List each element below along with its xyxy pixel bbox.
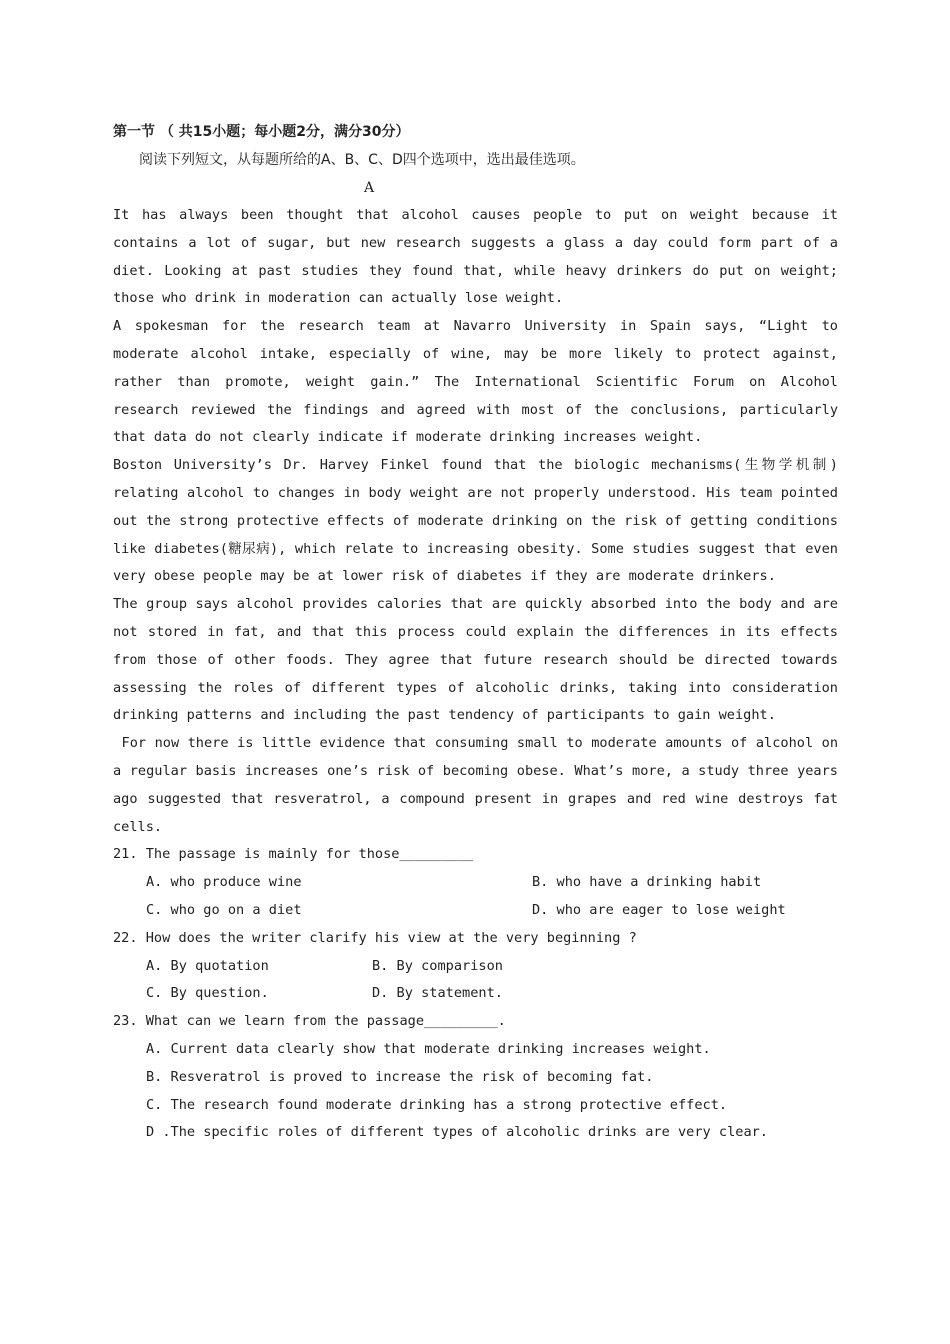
option-c: C. By question. [146, 985, 269, 1002]
option-b: B. Resveratrol is proved to increase the risk of becoming fat. [146, 1068, 654, 1085]
passage-paragraph-2: A spokesman for the research team at Navarro University in Spain says, “Light to moderate alcohol intake, especially of wine, may be more likely to protect against, rather than promote, weight gain.” The International Scientific Forum on Alcohol research reviewed the findings and agreed with most of the conclusions, particularly that data do not clearly indicate if moderate drinking increases weight. [113, 318, 838, 446]
question-21 [113, 841, 838, 924]
option-c: C. The research found moderate drinking has a strong protective effect. [146, 1096, 728, 1113]
passage-paragraph-4: The group says alcohol provides calories that are quickly absorbed into the body and are not stored in fat, and that this process could explain the differences in its effects from those of other foods. They agree that future research should be directed towards assessing the roles of different types of alcoholic drinks, taking into consideration drinking patterns and including the past tendency of participants to gain weight. [113, 596, 838, 724]
option-d: D. By statement. [372, 985, 503, 1002]
option-a: A. By quotation [146, 957, 269, 974]
passage-paragraph-5: For now there is little evidence that consuming small to moderate amounts of alcohol on a regular basis increases one’s risk of becoming obese. What’s more, a study three years ago suggested that resveratrol, a compound present in grapes and red wine destroys fat cells. [113, 735, 847, 835]
option-a: A. Current data clearly show that moderate drinking increases weight. [146, 1040, 711, 1057]
option-d: D .The specific roles of different types of alcoholic drinks are very clear. [146, 1124, 768, 1141]
option-row [113, 980, 838, 1008]
section-heading: 第一节 （ 共15小题；每小题2分，满分30分） [113, 124, 410, 140]
option-row [113, 869, 838, 897]
question-stem: 22. How does the writer clarify his view at the very beginning ? [113, 929, 637, 946]
option-b: B. By comparison [372, 957, 503, 974]
option-b: B. who have a drinking habit [532, 874, 762, 891]
option-a: A. who produce wine [146, 874, 302, 891]
option-c: C. who go on a diet [146, 901, 302, 918]
question-22 [113, 925, 838, 1008]
question-stem: 23. What can we learn from the passage_________. [113, 1013, 506, 1030]
question-stem: 21. The passage is mainly for those_________ [113, 846, 474, 863]
passage-paragraph-3: Boston University’s Dr. Harvey Finkel found that the biologic mechanisms(生物学机制) relating alcohol to changes in body weight are not properly understood. His team pointed out the strong protective effects of moderate drinking on the risk of getting conditions like diabetes(糖尿病), which relate to increasing obesity. Some studies suggest that even very obese people may be at lower risk of diabetes if they are moderate drinkers. [113, 457, 838, 585]
option-d: D. who are eager to lose weight [532, 901, 786, 918]
document-page [113, 118, 847, 1147]
passage-paragraph-1: It has always been thought that alcohol causes people to put on weight because it contains a lot of sugar, but new research suggests a glass a day could form part of a diet. Looking at past studies they found that, while heavy drinkers do put on weight; those who drink in moderation can actually lose weight. [113, 207, 838, 307]
instruction-text: 阅读下列短文，从每题所给的A、B、C、D四个选项中，选出最佳选项。 [139, 152, 585, 168]
passage-letter: A [363, 180, 375, 196]
option-row [113, 953, 838, 981]
option-row [113, 897, 838, 925]
question-23 [113, 1008, 838, 1147]
